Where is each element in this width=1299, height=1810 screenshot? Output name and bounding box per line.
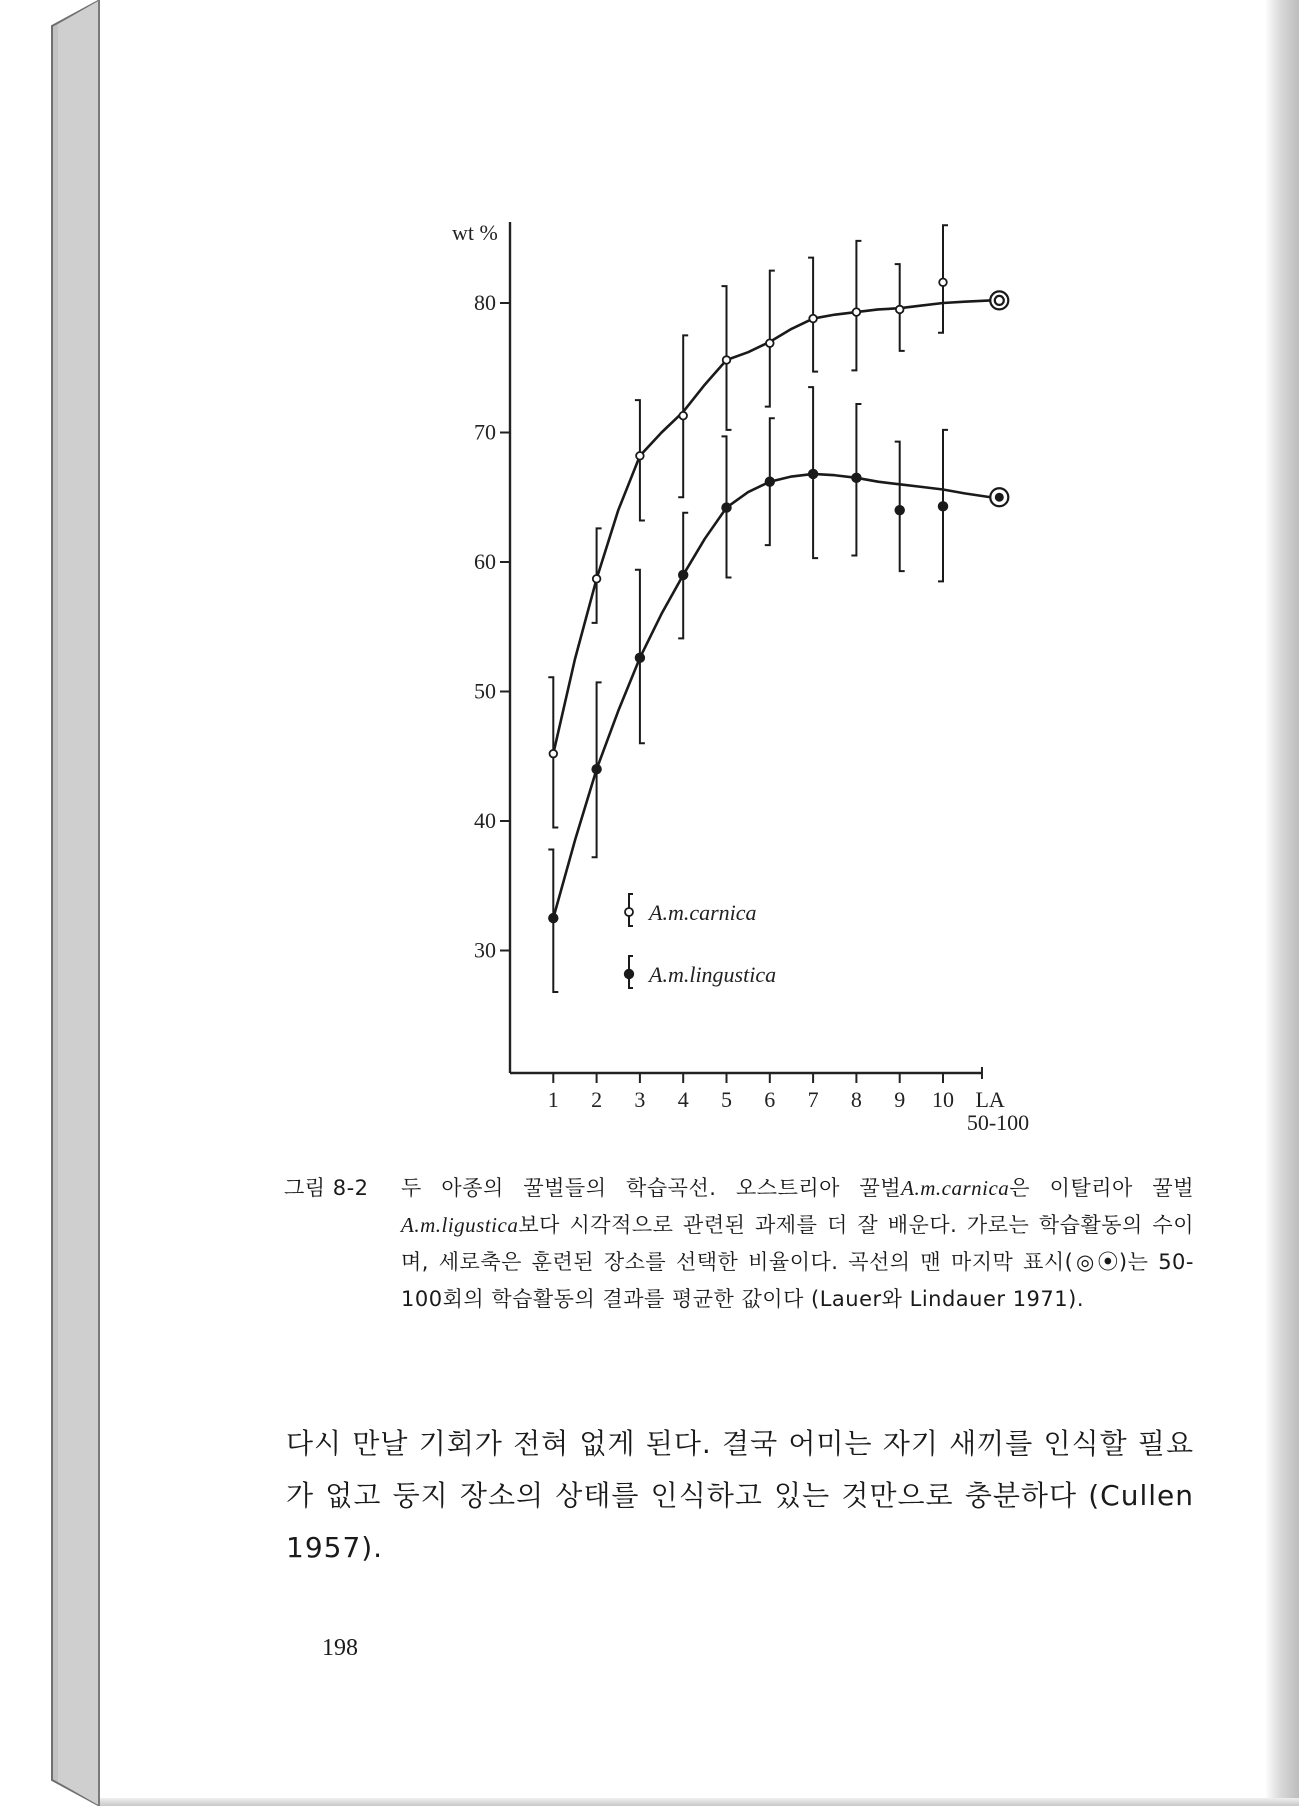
series-line <box>553 300 990 753</box>
y-axis-label: wt % <box>452 220 498 245</box>
figure-caption-text <box>401 1170 1194 1318</box>
x-axis-ticks <box>548 1067 1029 1135</box>
data-point-filled <box>938 501 948 511</box>
y-tick-label: 70 <box>474 419 496 445</box>
x-tick-label: 2 <box>591 1087 603 1112</box>
caption-species-ligustica: A.m.ligustica <box>401 1213 519 1237</box>
data-point-filled <box>548 913 558 923</box>
y-tick-label: 30 <box>474 937 496 963</box>
data-point-open <box>766 339 774 347</box>
data-point-filled <box>591 764 601 774</box>
chart-series <box>548 225 1008 992</box>
x-tick-label: 4 <box>677 1087 689 1112</box>
y-tick-label: 40 <box>474 808 496 833</box>
data-point-filled <box>851 473 861 483</box>
series-carnica <box>548 225 1008 827</box>
x-tick-label: 10 <box>932 1087 954 1112</box>
caption-species-carnica: A.m.carnica <box>901 1176 1010 1200</box>
caption-text-1: 두 아종의 꿀벌들의 학습곡선. 오스트리아 꿀벌 <box>401 1176 902 1200</box>
legend-label: A.m.lingustica <box>649 962 777 987</box>
x-axis-label: LA <box>975 1087 1005 1112</box>
data-point-open <box>593 575 601 583</box>
data-point-open <box>809 315 817 323</box>
average-marker-inner <box>995 493 1004 502</box>
average-marker-inner <box>995 296 1004 305</box>
data-point-open <box>939 278 947 286</box>
y-tick-label: 80 <box>474 290 496 315</box>
figure-caption <box>284 1170 1194 1318</box>
data-point-open <box>679 412 687 420</box>
x-tick-label: 9 <box>894 1087 906 1112</box>
y-axis-ticks <box>474 290 510 963</box>
legend-label: A.m.carnica <box>649 900 757 925</box>
data-point-filled <box>808 469 818 479</box>
caption-text-3: 보다 시각적으로 관련된 과제를 더 잘 배운다. 가로는 학습활동의 수이며, 세로축은 훈련된 장소를 선택한 비율이다. 곡선의 맨 마지막 표시(◎⦿)는 50-100회의 학습활동의 결과를 평균한 값이다 (Lauer와 Lindauer 1971). <box>401 1213 1194 1311</box>
chart-legend <box>624 894 776 988</box>
figure-caption-label: 그림 8-2 <box>284 1176 369 1200</box>
page-number: 198 <box>322 1635 358 1661</box>
data-point-open <box>636 452 644 460</box>
data-point-filled <box>721 502 731 512</box>
page-edge-bottom <box>100 1798 1299 1806</box>
data-point-filled <box>678 570 688 580</box>
caption-text-2: 은 이탈리아 꿀벌 <box>1009 1176 1195 1200</box>
y-tick-label: 60 <box>474 549 496 574</box>
legend-marker-filled <box>624 969 634 979</box>
legend-marker-open <box>625 908 633 916</box>
x-tick-label: 5 <box>721 1087 732 1112</box>
data-point-open <box>896 306 904 314</box>
x-tick-label: 3 <box>634 1087 646 1112</box>
data-point-filled <box>765 477 775 487</box>
series-lingustica <box>548 387 1008 992</box>
error-bar <box>851 241 861 371</box>
x-tick-label: 1 <box>547 1087 559 1112</box>
x-tick-label: 8 <box>850 1087 862 1112</box>
x-axis-extra-label: 50-100 <box>966 1110 1030 1135</box>
legend-item-carnica <box>625 894 757 926</box>
series-line <box>553 474 990 918</box>
data-point-open <box>550 750 558 758</box>
y-tick-label: 50 <box>474 678 496 704</box>
legend-item-lingustica <box>624 956 776 988</box>
data-point-filled <box>635 653 645 663</box>
body-paragraph: 다시 만날 기회가 전혀 없게 된다. 결국 어미는 자기 새끼를 인식할 필요가 없고 둥지 장소의 상태를 인식하고 있는 것만으로 충분하다 (Cullen 1957). <box>286 1427 1194 1564</box>
data-point-open <box>723 356 731 364</box>
data-point-open <box>853 308 861 316</box>
x-tick-label: 7 <box>807 1087 819 1112</box>
data-point-filled <box>895 505 905 515</box>
chart-axes <box>452 220 982 1073</box>
x-tick-label: 6 <box>764 1087 776 1112</box>
